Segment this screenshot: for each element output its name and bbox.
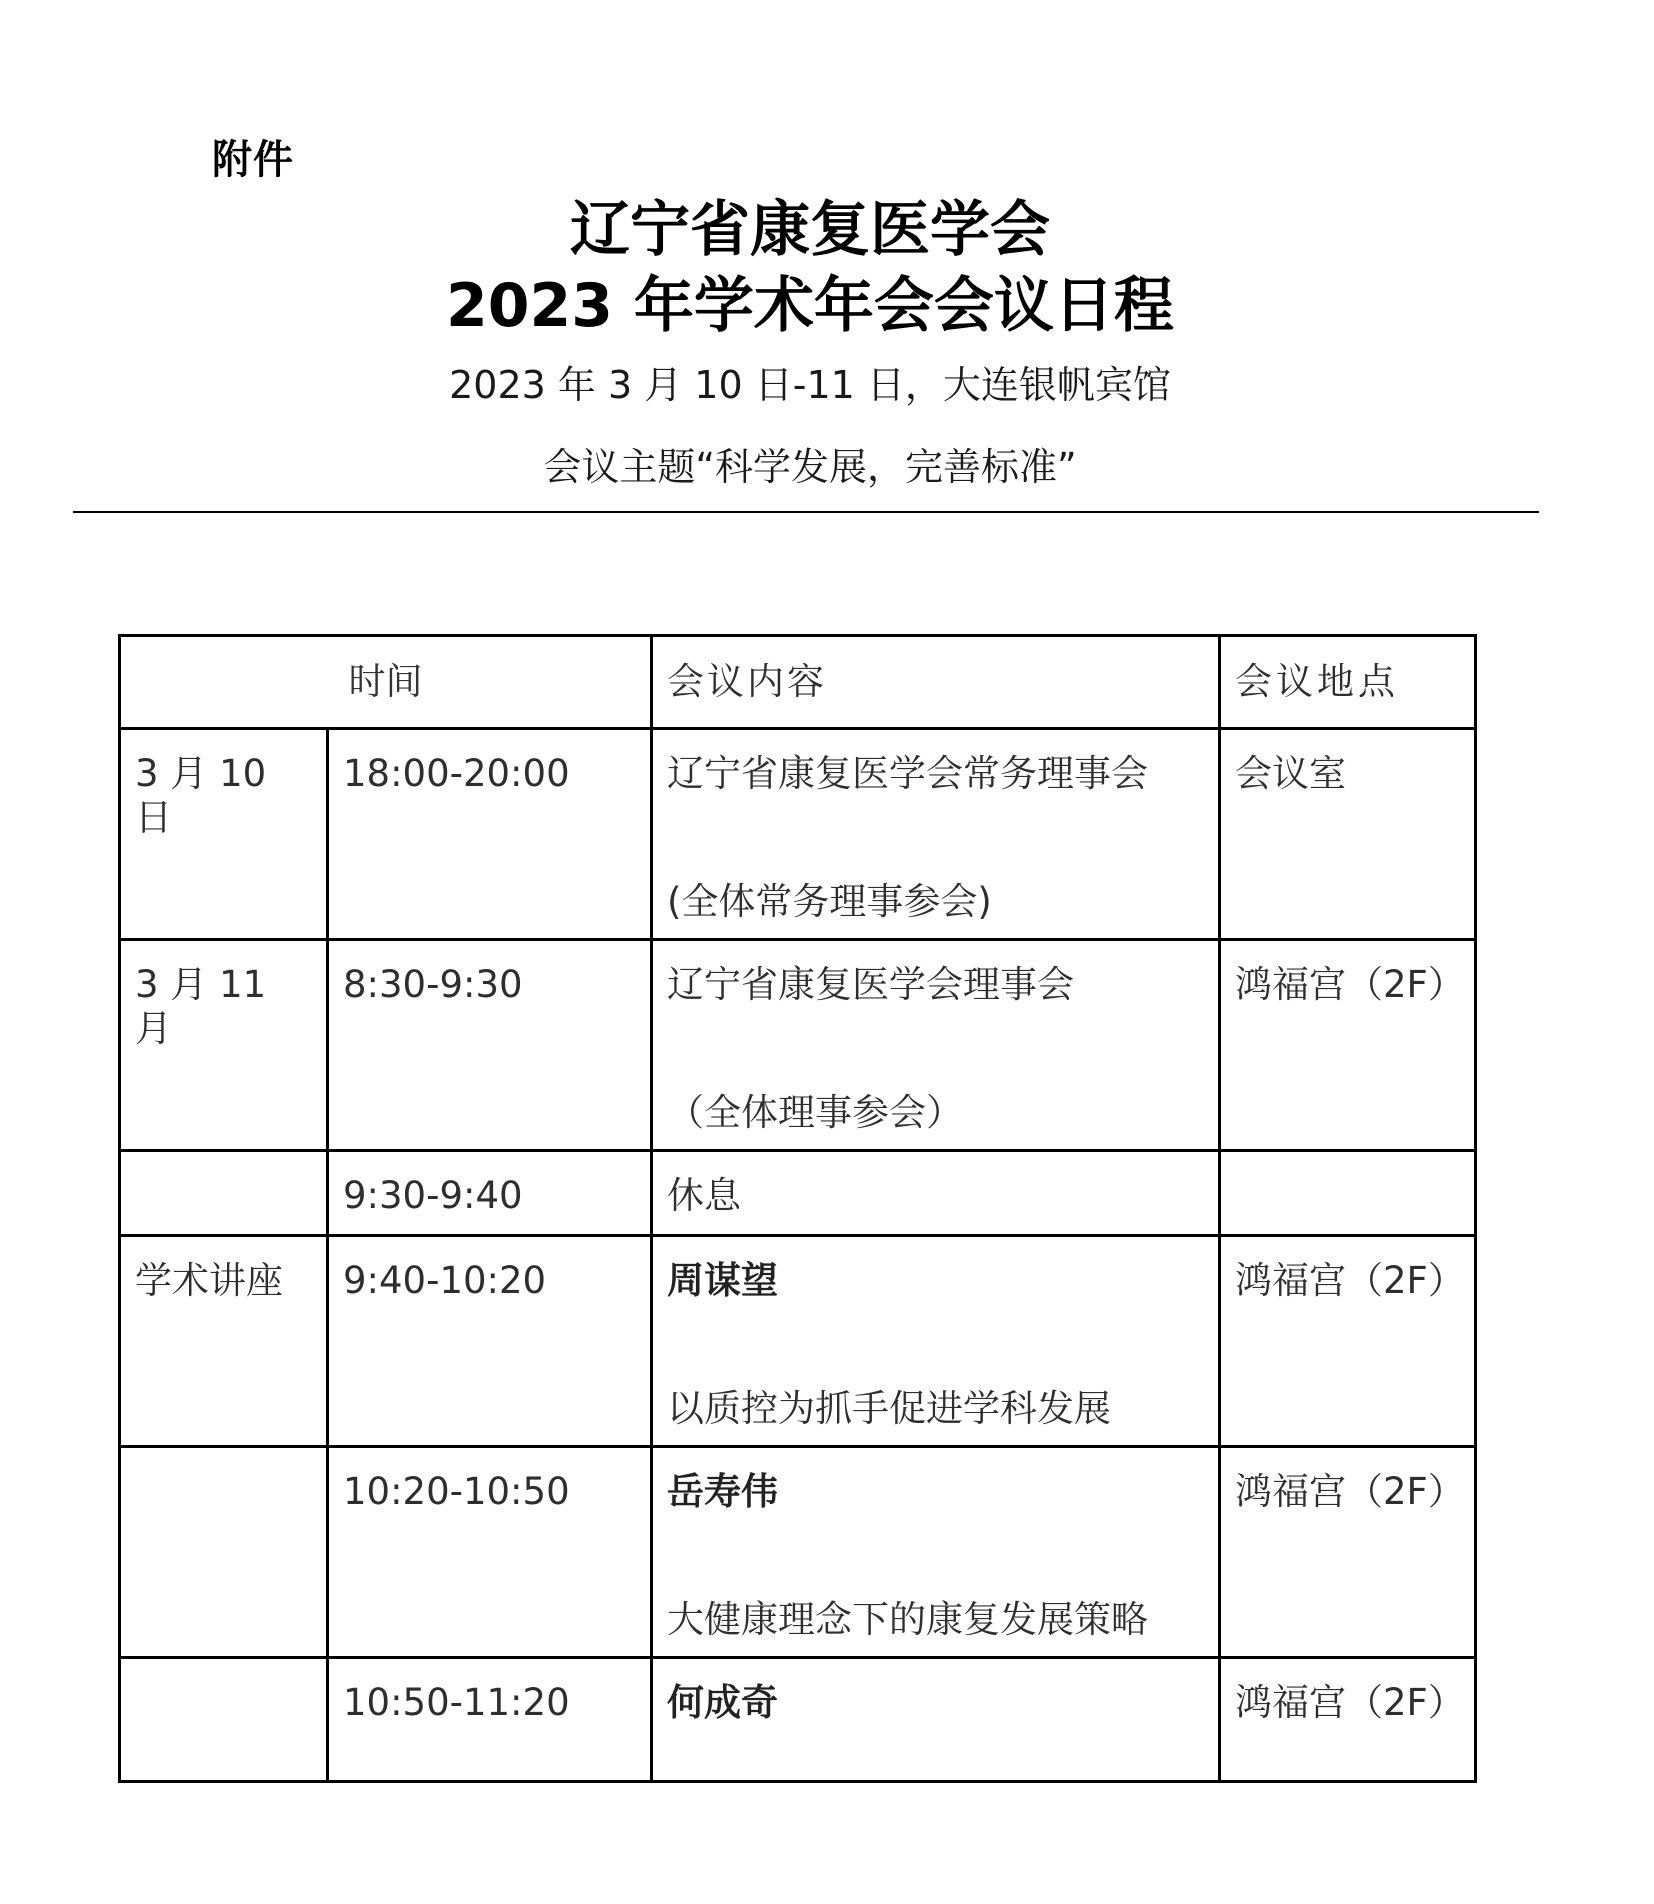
speaker-name: 何成奇	[667, 1681, 778, 1724]
content-title: 辽宁省康复医学会常务理事会	[667, 752, 1148, 795]
cell-location: 会议室	[1220, 729, 1476, 940]
table-row	[120, 1236, 1476, 1447]
header-location: 会议地点	[1220, 636, 1476, 729]
cell-day	[120, 1447, 328, 1658]
horizontal-divider	[73, 511, 1539, 513]
cell-location: 鸿福宫（2F）	[1220, 1236, 1476, 1447]
cell-day: 3 月 10 日	[120, 729, 328, 940]
cell-location: 鸿福宫（2F）	[1220, 1658, 1476, 1782]
document-title-line2: 2023 年学术年会会议日程	[446, 271, 1174, 341]
cell-location	[1220, 1151, 1476, 1236]
table-row	[120, 940, 1476, 1151]
cell-location: 鸿福宫（2F）	[1220, 940, 1476, 1151]
cell-content	[652, 940, 1220, 1151]
cell-time: 9:40-10:20	[328, 1236, 652, 1447]
lecture-topic: 以质控为抓手促进学科发展	[667, 1387, 1111, 1430]
cell-day	[120, 1151, 328, 1236]
content-detail: (全体常务理事参会)	[667, 880, 992, 923]
table-header-row	[120, 636, 1476, 729]
content-title: 休息	[667, 1174, 741, 1217]
table-row	[120, 729, 1476, 940]
cell-content	[652, 1658, 1220, 1782]
lecture-topic: 大健康理念下的康复发展策略	[667, 1598, 1148, 1641]
content-title: 辽宁省康复医学会理事会	[667, 963, 1074, 1006]
attachment-label: 附件	[212, 137, 294, 183]
table-row	[120, 1151, 1476, 1236]
cell-day: 学术讲座	[120, 1236, 328, 1447]
meeting-theme: 会议主题“科学发展，完善标准”	[543, 445, 1077, 489]
cell-time: 9:30-9:40	[328, 1151, 652, 1236]
content-detail: （全体理事参会）	[667, 1091, 963, 1134]
cell-day: 3 月 11 月	[120, 940, 328, 1151]
document-title-line1: 辽宁省康复医学会	[570, 195, 1050, 265]
cell-time: 18:00-20:00	[328, 729, 652, 940]
table-row	[120, 1658, 1476, 1782]
speaker-name: 周谋望	[667, 1259, 778, 1302]
schedule-table	[118, 634, 1477, 1783]
cell-day	[120, 1658, 328, 1782]
cell-time: 10:50-11:20	[328, 1658, 652, 1782]
cell-time: 8:30-9:30	[328, 940, 652, 1151]
date-venue: 2023 年 3 月 10 日-11 日，大连银帆宾馆	[449, 363, 1171, 407]
cell-content	[652, 1236, 1220, 1447]
cell-content	[652, 729, 1220, 940]
cell-time: 10:20-10:50	[328, 1447, 652, 1658]
cell-location: 鸿福宫（2F）	[1220, 1447, 1476, 1658]
cell-content	[652, 1447, 1220, 1658]
speaker-name: 岳寿伟	[667, 1470, 778, 1513]
header-time: 时间	[120, 636, 652, 729]
table-row	[120, 1447, 1476, 1658]
cell-content	[652, 1151, 1220, 1236]
header-content: 会议内容	[652, 636, 1220, 729]
